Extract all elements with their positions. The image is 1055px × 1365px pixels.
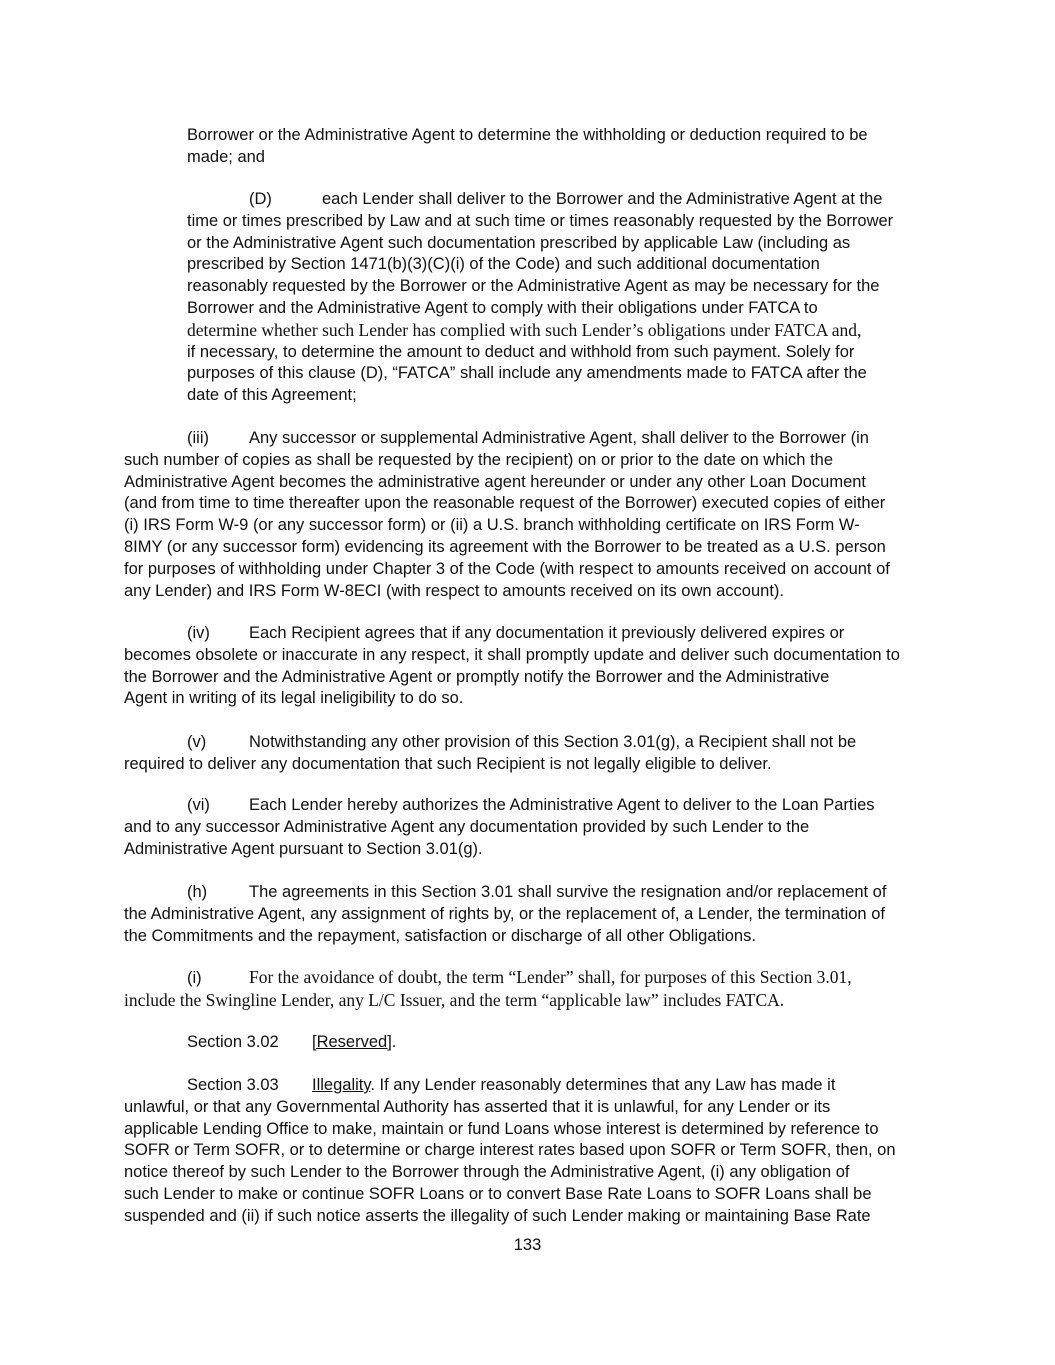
text-line: such number of copies as shall be requested by the recipient) on or prior to the date on which the: [124, 450, 834, 469]
intro-paragraph: [187, 125, 868, 169]
text-line: such Lender to make or continue SOFR Loans or to convert Base Rate Loans to SOFR Loans shall be: [124, 1184, 872, 1203]
text-line: purposes of this clause (D), “FATCA” shall include any amendments made to FATCA after the: [187, 364, 867, 383]
clause-label: (i): [187, 969, 202, 987]
text-line: date of this Agreement;: [187, 386, 357, 405]
section-title: [Reserved]: [312, 1033, 392, 1051]
text-line: prescribed by Section 1471(b)(3)(C)(i) of the Code) and such additional documentation: [187, 255, 820, 274]
page-number: 133: [513, 1236, 542, 1254]
clause-label: (v): [187, 733, 207, 751]
text-line: . If any Lender reasonably determines that any Law has made it: [370, 1076, 836, 1094]
text-line: (and from time to time thereafter upon the reasonable request of the Borrower) executed copies of either: [124, 494, 886, 513]
text-line: and to any successor Administrative Agent any documentation provided by such Lender to the: [124, 817, 810, 836]
text-line: unlawful, or that any Governmental Authority has asserted that it is unlawful, for any Lender or its: [124, 1097, 831, 1116]
clause-h: [124, 882, 886, 947]
text-line: made; and: [187, 147, 265, 166]
section-label: Section 3.03: [187, 1076, 279, 1094]
text-line: if necessary, to determine the amount to deduct and withhold from such payment. Solely for: [187, 342, 855, 361]
text-line: SOFR or Term SOFR, or to determine or charge interest rates based upon SOFR or Term SOFR, then, on: [124, 1141, 896, 1160]
text-line: any Lender) and IRS Form W-8ECI (with respect to amounts received on its own account).: [124, 581, 784, 600]
text-line: required to deliver any documentation that such Recipient is not legally eligible to deliver.: [124, 754, 772, 773]
clause-i: [124, 967, 852, 1012]
section-title: Illegality: [312, 1076, 371, 1094]
text-line: the Administrative Agent, any assignment of rights by, or the replacement of, a Lender, the termination of: [124, 904, 885, 923]
text-line: suspended and (ii) if such notice asserts the illegality of such Lender making or maintaining Base Rate: [124, 1206, 871, 1225]
text-line: Administrative Agent becomes the administrative agent hereunder or under any other Loan Document: [124, 472, 867, 491]
text-line: for purposes of withholding under Chapter 3 of the Code (with respect to amounts received on account of: [124, 559, 890, 578]
text-line: Each Recipient agrees that if any documentation it previously delivered expires or: [249, 624, 845, 642]
text-line: 8IMY (or any successor form) evidencing its agreement with the Borrower to be treated as a U.S. person: [124, 537, 886, 556]
text-line: Each Lender hereby authorizes the Administrative Agent to deliver to the Loan Parties: [249, 796, 875, 814]
text-line: Borrower and the Administrative Agent to comply with their obligations under FATCA to: [187, 298, 818, 317]
clause-iii: [124, 428, 890, 602]
clause-label: (D): [249, 190, 272, 208]
section-label: Section 3.02: [187, 1033, 279, 1051]
text-line: Any successor or supplemental Administrative Agent, shall deliver to the Borrower (in: [249, 429, 869, 447]
text-line: For the avoidance of doubt, the term “Lender” shall, for purposes of this Section 3.01,: [249, 967, 852, 987]
clause-label: (h): [187, 883, 208, 901]
text-line: The agreements in this Section 3.01 shall survive the resignation and/or replacement of: [249, 883, 887, 901]
section-title-suffix: .: [391, 1033, 397, 1051]
clause-label: (iv): [187, 624, 210, 642]
clause-D: [187, 189, 893, 407]
text-line: (i) IRS Form W-9 (or any successor form) or (ii) a U.S. branch withholding certificate on IRS Form W-: [124, 516, 860, 535]
text-line: the Commitments and the repayment, satisfaction or discharge of all other Obligations.: [124, 926, 756, 945]
section-3-02: [187, 1032, 396, 1054]
text-line: Agent in writing of its legal ineligibility to do so.: [124, 689, 464, 708]
text-line: each Lender shall deliver to the Borrower and the Administrative Agent at the: [322, 190, 883, 208]
text-line: becomes obsolete or inaccurate in any respect, it shall promptly update and deliver such documentation to: [124, 645, 900, 664]
text-line: Borrower or the Administrative Agent to determine the withholding or deduction required to be: [187, 126, 868, 144]
text-line: reasonably requested by the Borrower or the Administrative Agent as may be necessary for the: [187, 277, 880, 296]
text-line: applicable Lending Office to make, maintain or fund Loans whose interest is determined by reference to: [124, 1119, 879, 1138]
text-line: include the Swingline Lender, any L/C Issuer, and the term “applicable law” includes FATCA.: [124, 989, 785, 1010]
text-line: the Borrower and the Administrative Agent or promptly notify the Borrower and the Administrative: [124, 667, 830, 686]
text-line: Administrative Agent pursuant to Section 3.01(g).: [124, 839, 483, 858]
clause-label: (iii): [187, 429, 209, 447]
section-3-03: [124, 1075, 896, 1228]
clause-label: (vi): [187, 796, 210, 814]
clause-v: [124, 732, 856, 776]
clause-vi: [124, 795, 875, 860]
text-line: determine whether such Lender has complied with such Lender’s obligations under FATCA and,: [187, 319, 862, 340]
clause-iv: [124, 623, 900, 710]
text-line: or the Administrative Agent such documentation prescribed by applicable Law (including as: [187, 233, 851, 252]
text-line: notice thereof by such Lender to the Borrower through the Administrative Agent, (i) any obligation of: [124, 1163, 850, 1182]
text-line: time or times prescribed by Law and at such time or times reasonably requested by the Borrower: [187, 211, 894, 230]
text-line: Notwithstanding any other provision of this Section 3.01(g), a Recipient shall not be: [249, 733, 857, 751]
